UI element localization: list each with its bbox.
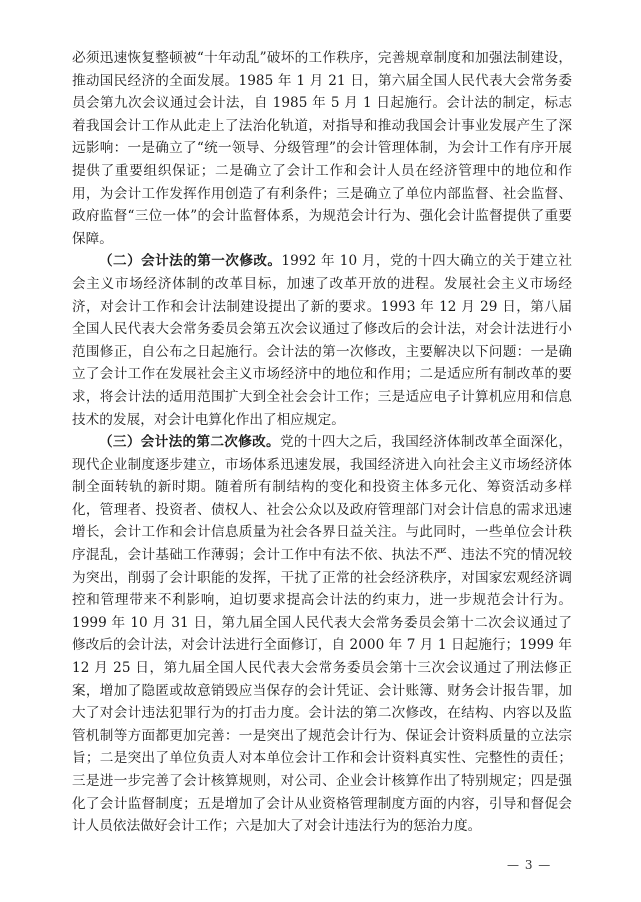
- paragraph-second-amendment: [72, 431, 572, 838]
- paragraph-law-enactment: 必须迅速恢复整顿被“十年动乱”破坏的工作秩序，完善规章制度和加强法制建设，推动国民经济的全面发展。1985 年 1 月 21 日，第六届全国人民代表大会常务委员会第九次会议通过会计法，自 1985 年 5 月 1 日起施行。会计法的制定，标志着我国会计工作从此走上了法治化轨道，对指导和推动我国会计事业发展产生了深远影响：一是确立了“统一领导、分级管理”的会计管理体制，为会计工作有序开展提供了重要组织保证；二是确立了会计工作和会计人员在经济管理中的地位和作用，为会计工作发挥作用创造了有利条件；三是确立了单位内部监督、社会监督、政府监督“三位一体”的会计监督体系，为规范会计行为、强化会计监督提供了重要保障。: [72, 50, 572, 247]
- paragraph-first-amendment: [72, 250, 572, 431]
- section-heading-second-amendment: （三）会计法的第二次修改。: [99, 434, 280, 451]
- section-heading-first-amendment: （二）会计法的第一次修改。: [99, 253, 282, 270]
- section-body-second-amendment: 党的十四大之后，我国经济体制改革全面深化，现代企业制度逐步建立，市场体系迅速发展，我国经济进入向社会主义市场经济体制全面转轨的新时期。随着所有制结构的变化和投资主体多元化、筹资活动多样化，管理者、投资者、债权人、社会公众以及政府管理部门对会计信息的需求迅速增长，会计工作和会计信息质量为社会各界日益关注。与此同时，一些单位会计秩序混乱，会计基础工作薄弱；会计工作中有法不依、执法不严、违法不究的情况较为突出，削弱了会计职能的发挥，干扰了正常的社会经济秩序，对国家宏观经济调控和管理带来不利影响，迫切要求提高会计法的约束力，进一步规范会计行为。1999 年 10 月 31 日，第九届全国人民代表大会常务委员会第十二次会议通过了修改后的会计法，对会计法进行全面修订，自 2000 年 7 月 1 日起施行；1999 年 12 月 25 日，第九届全国人民代表大会常务委员会第十三次会议通过了刑法修正案，增加了隐匿或故意销毁应当保存的会计凭证、会计账簿、财务会计报告罪，加大了对会计违法犯罪行为的打击力度。会计法的第二次修改，在结构、内容以及监管机制等方面都更加完善：一是突出了规范会计行为、保证会计资料质量的立法宗旨；二是突出了单位负责人对本单位会计工作和会计资料真实性、完整性的责任；三是进一步完善了会计核算规则，对公司、企业会计核算作出了特别规定；四是强化了会计监督制度；五是增加了会计从业资格管理制度方面的内容，引导和督促会计人员依法做好会计工作；六是加大了对会计违法行为的惩治力度。: [72, 434, 572, 835]
- document-body: [72, 47, 572, 838]
- page-number: — 3 —: [507, 858, 552, 872]
- section-body-first-amendment: 1992 年 10 月，党的十四大确立的关于建立社会主义市场经济体制的改革目标，加速了改革开放的进程。发展社会主义市场经济，对会计工作和会计法制建设提出了新的要求。1993 年 12 月 29 日，第八届全国人民代表大会常务委员会第五次会议通过了修改后的会计法，对会计法进行小范围修正，自公布之日起施行。会计法的第一次修改，主要解决以下问题：一是确立了会计工作在发展社会主义市场经济中的地位和作用；二是适应所有制改革的要求，将会计法的适用范围扩大到全社会会计工作；三是适应电子计算机应用和信息技术的发展，对会计电算化作出了相应规定。: [72, 253, 572, 428]
